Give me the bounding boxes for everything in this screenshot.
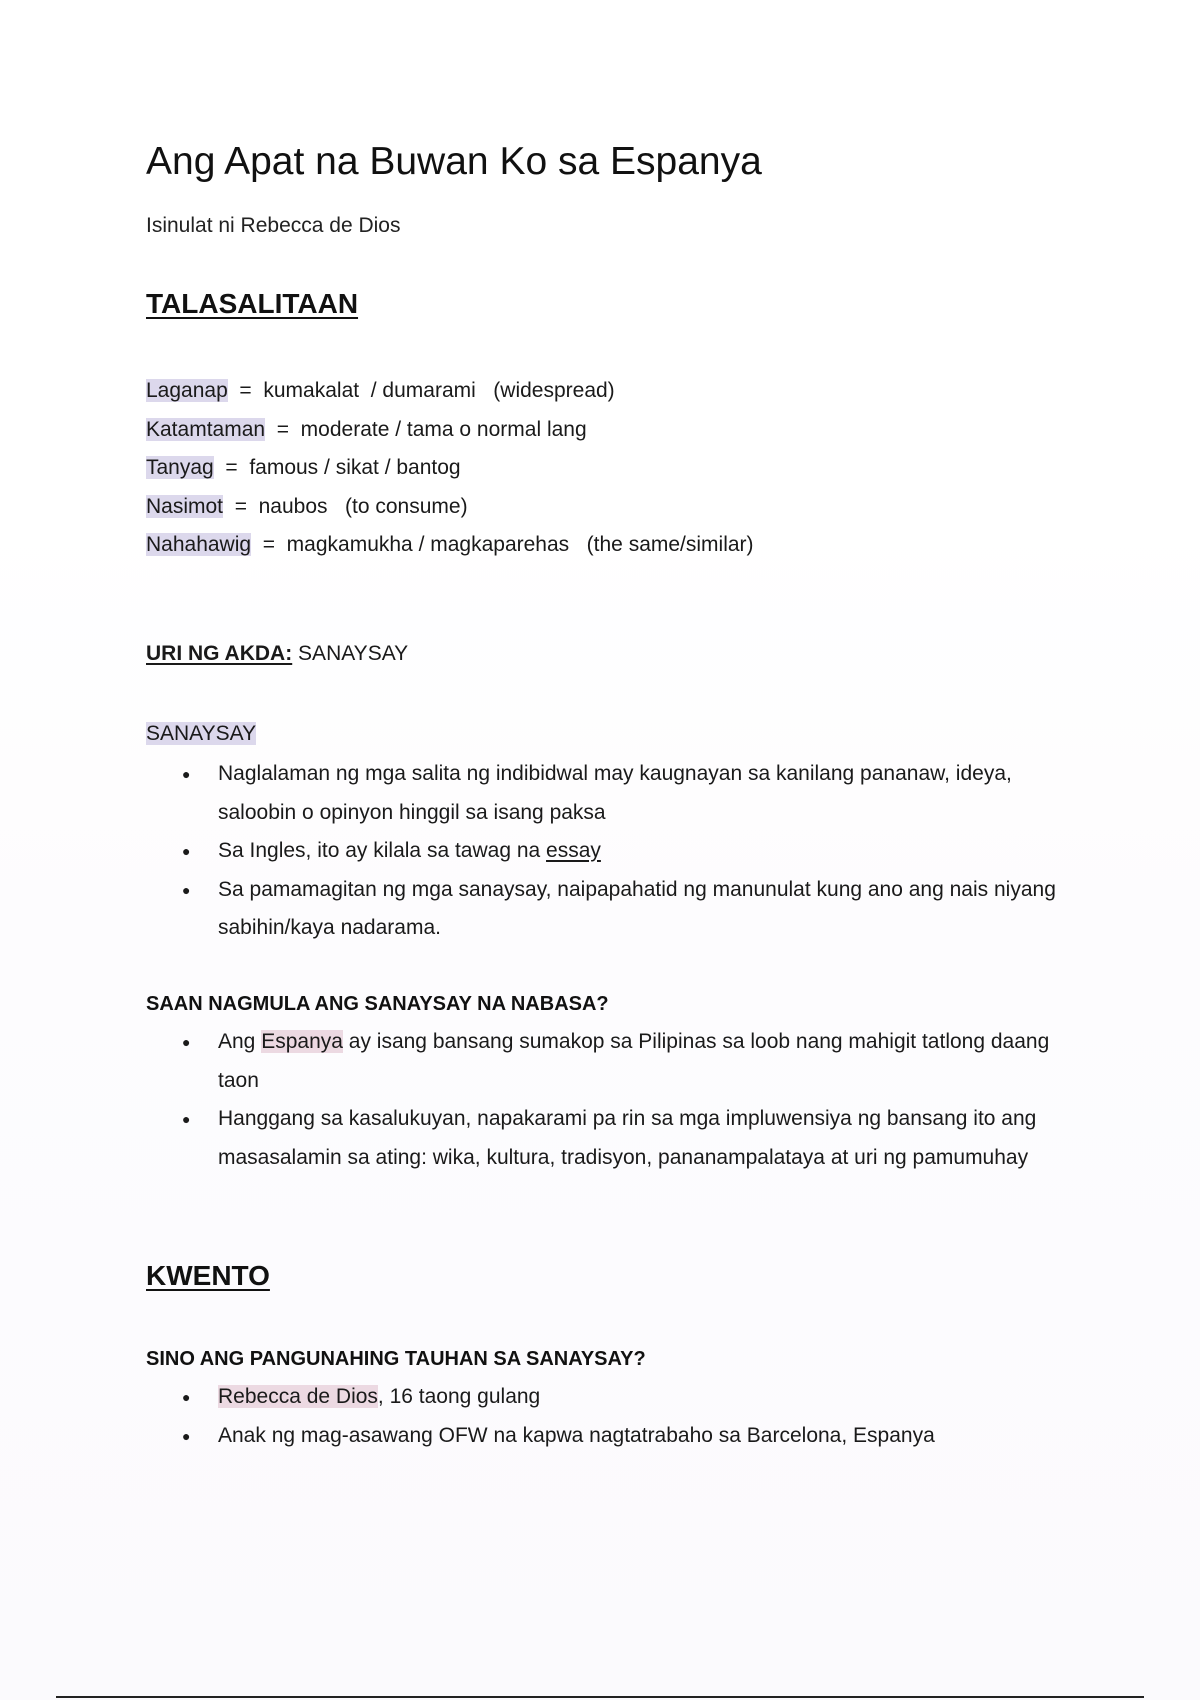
list-item: ● Sa pamamagitan ng mga sanaysay, naipapahatid ng manunulat kung ano ang nais niyang sabihin/kaya nadarama. xyxy=(182,871,1082,948)
list-item: ● Anak ng mag-asawang OFW na kapwa nagtatrabaho sa Barcelona, Espanya xyxy=(182,1417,1082,1456)
tauhan-heading: SINO ANG PANGUNAHING TAUHAN SA SANAYSAY? xyxy=(146,1348,646,1370)
vocab-word: Tanyag xyxy=(146,456,214,479)
saan-bullet-list xyxy=(182,1023,1082,1177)
vocab-word: Nahahawig xyxy=(146,533,252,556)
vocab-entry xyxy=(146,526,754,565)
kwento-heading: KWENTO xyxy=(146,1260,270,1291)
vocabulary-list xyxy=(146,372,754,565)
vocab-entry xyxy=(146,411,754,450)
list-item: ● Rebecca de Dios, 16 taong gulang xyxy=(182,1378,1082,1417)
vocab-definition: = naubos (to consume) xyxy=(223,494,468,518)
list-item: ● Sa Ingles, ito ay kilala sa tawag na essay xyxy=(182,832,1082,871)
saan-heading: SAAN NAGMULA ANG SANAYSAY NA NABASA? xyxy=(146,993,609,1015)
sanaysay-label: SANAYSAY xyxy=(146,722,257,745)
vocab-entry xyxy=(146,488,754,527)
uri-ng-akda xyxy=(146,642,408,666)
vocab-entry xyxy=(146,372,754,411)
vocab-definition: = famous / sikat / bantog xyxy=(213,456,461,479)
vocab-definition: = moderate / tama o normal lang xyxy=(265,417,587,441)
vocab-definition: = kumakalat / dumarami (widespread) xyxy=(227,379,615,402)
vocab-entry xyxy=(146,449,754,488)
rebecca-highlight: Rebecca de Dios xyxy=(218,1385,378,1408)
document-title: Ang Apat na Buwan Ko sa Espanya xyxy=(146,140,762,183)
list-item: ● Naglalaman ng mga salita ng indibidwal may kaugnayan sa kanilang pananaw, ideya, saloobin o opinyon hinggil sa isang paksa xyxy=(182,755,1082,832)
list-item: ● Hanggang sa kasalukuyan, napakarami pa rin sa mga impluwensiya ng bansang ito ang masasalamin sa ating: wika, kultura, tradisyon, pananampalataya at uri ng pamumuhay xyxy=(182,1100,1082,1177)
talasalitaan-heading: TALASALITAAN xyxy=(146,288,359,319)
tauhan-bullet-list xyxy=(182,1378,1082,1455)
uri-value: SANAYSAY xyxy=(292,642,409,665)
vocab-word: Katamtaman xyxy=(146,417,266,441)
vocab-word: Laganap xyxy=(146,379,228,402)
essay-word: essay xyxy=(546,839,601,862)
page-bottom-divider xyxy=(56,1696,1144,1698)
list-item: ● Ang Espanya ay isang bansang sumakop sa Pilipinas sa loob nang mahigit tatlong daang taon xyxy=(182,1023,1082,1100)
vocab-definition: = magkamukha / magkaparehas (the same/similar) xyxy=(251,533,754,556)
uri-label: URI NG AKDA: xyxy=(146,642,293,665)
espanya-highlight: Espanya xyxy=(261,1030,343,1053)
vocab-word: Nasimot xyxy=(146,494,224,518)
document-author: Isinulat ni Rebecca de Dios xyxy=(146,214,401,237)
sanaysay-bullet-list xyxy=(182,755,1082,948)
